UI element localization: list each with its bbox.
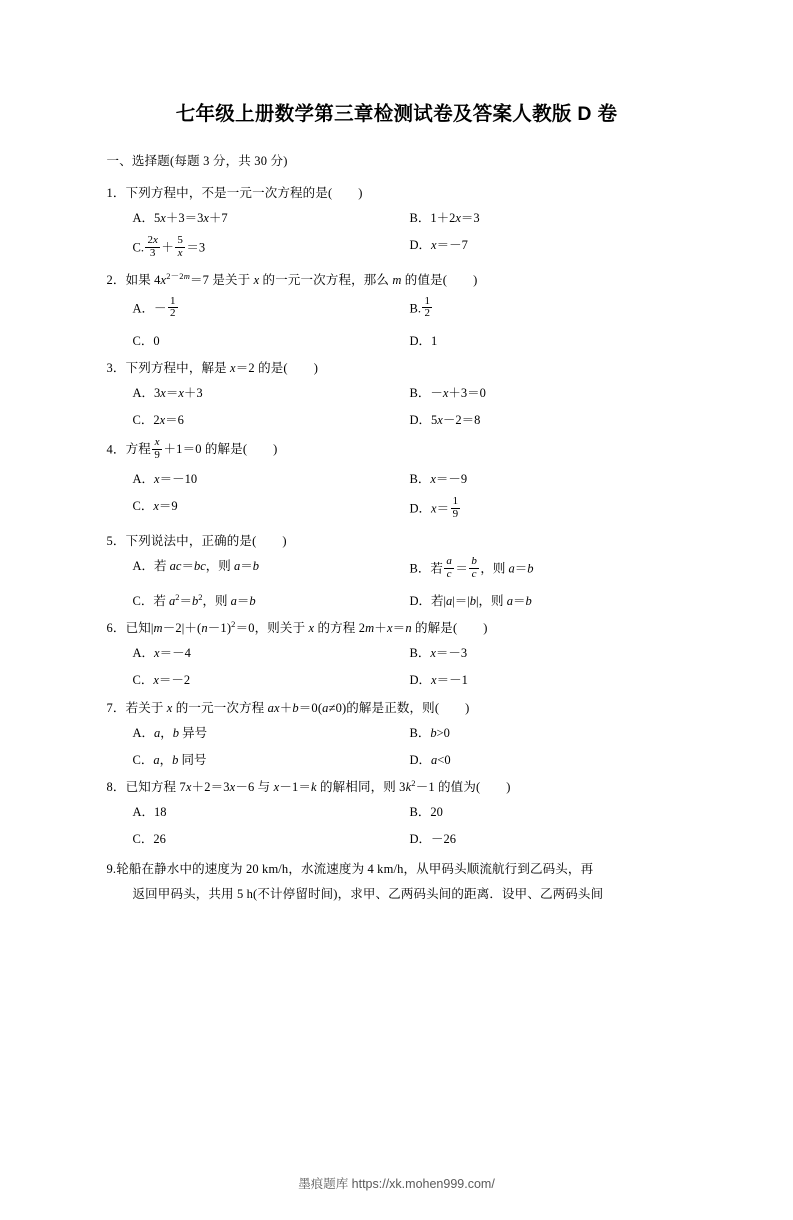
question-6-option-c: C．x＝－2: [132, 673, 191, 688]
question-8-stem: [107, 778, 687, 796]
question-4-text: 方程 $\frac{x}{9}$ ＋1＝0 的解是( ): [125, 436, 278, 461]
question-7-option-d: D．a<0: [409, 752, 451, 767]
question-3-option-c: C．2x＝6: [132, 412, 184, 427]
question-6-number: 6．: [106, 621, 126, 636]
question-1-option-d: D．x＝－7: [409, 238, 468, 253]
question-8-number: 8．: [106, 779, 126, 794]
question-4-option-d: D．x＝ $\frac{1}{9}$: [409, 494, 459, 520]
question-5: [107, 532, 687, 610]
question-1-option-c: C. $\frac{2x}{3}$ ＋ $\frac{5}{x}$ ＝3: [132, 234, 206, 260]
question-5-number: 5．: [106, 533, 126, 548]
question-5-option-d: D．若|a|＝|b|，则 a＝b: [409, 594, 532, 608]
question-5-option-a: A．若 ac＝bc，则 a＝b: [132, 559, 259, 573]
question-9-number: 9.: [106, 862, 117, 877]
question-4-option-a: A．x＝－10: [132, 471, 198, 486]
question-8-options: [133, 803, 687, 848]
question-7: [107, 699, 687, 769]
question-1-text: 下列方程中，不是一元一次方程的是( ): [125, 186, 363, 201]
question-2-number: 2．: [106, 273, 126, 288]
question-7-number: 7．: [106, 700, 126, 715]
question-9-text-1: 轮船在静水中的速度为 20 km/h，水流速度为 4 km/h，从甲码头顺流航行到乙码头，再: [116, 862, 594, 877]
question-4-options: [133, 470, 687, 523]
question-3: [107, 359, 687, 429]
question-2-option-d: D．1: [409, 333, 438, 348]
question-7-option-a: A．a，b 异号: [132, 725, 208, 740]
question-6-stem: [107, 619, 687, 637]
question-3-text: 下列方程中，解是 x＝2 的是( ): [125, 360, 319, 375]
question-4-option-b: B．x＝－9: [409, 471, 468, 486]
footer-watermark: 墨痕题库 https://xk.mohen999.com/: [298, 1177, 495, 1191]
question-1-stem: [107, 184, 687, 202]
question-2-stem: [107, 271, 687, 289]
question-9-line-1: [107, 857, 687, 882]
question-3-stem: [107, 359, 687, 377]
question-2-option-c: C．0: [132, 333, 160, 348]
question-5-option-b: B．若 $\frac{a}{c}$ ＝ $\frac{b}{c}$ ，则 a＝b: [409, 555, 534, 580]
question-9: [107, 857, 687, 907]
question-4-number: 4．: [106, 442, 126, 457]
section-heading: 一、选择题(每题 3 分，共 30 分): [106, 154, 288, 168]
question-4: [107, 438, 687, 523]
question-4-stem: [107, 438, 687, 463]
question-8-option-a: A．18: [132, 805, 167, 819]
question-9-line-2: [107, 882, 687, 907]
question-2: [107, 271, 687, 349]
question-4-option-c: C．x＝9: [132, 498, 178, 513]
question-1-number: 1．: [106, 186, 126, 201]
question-1-options: [133, 209, 687, 262]
question-1-option-b: B．1＋2x＝3: [409, 211, 480, 226]
question-9-text-2: 返回甲码头，共用 5 h(不计停留时间)，求甲、乙两码头间的距离．设甲、乙两码头间: [132, 887, 604, 902]
question-6: [107, 619, 687, 689]
question-6-options: [133, 644, 687, 689]
question-7-option-c: C．a，b 同号: [132, 752, 207, 767]
question-7-text: 若关于 x 的一元一次方程 ax＋b＝0(a≠0)的解是正数，则( ): [125, 700, 470, 715]
question-2-options: [132, 294, 687, 350]
question-6-text: 已知$|m-2|+(n-1)^2=0$，则关于 x 的方程 2m＋x＝n 的解是( ): [125, 618, 488, 636]
question-8: [107, 778, 687, 848]
question-2-option-a: A．－ $\frac{1}{2}$: [132, 294, 176, 320]
question-5-stem: [107, 532, 687, 550]
question-1: [107, 184, 687, 262]
question-5-options: [133, 557, 687, 610]
question-2-option-b: B. $\frac{1}{2}$: [409, 294, 430, 320]
page-title: 七年级上册数学第三章检测试卷及答案人教版 D 卷: [175, 103, 618, 125]
question-1-option-a: A．5x＋3＝3x＋7: [132, 211, 228, 226]
question-6-option-d: D．x＝－1: [409, 673, 468, 688]
question-3-options: [133, 384, 687, 429]
question-5-text: 下列说法中，正确的是( ): [125, 533, 287, 548]
question-3-option-a: A．3x＝x＋3: [132, 385, 203, 400]
question-3-option-b: B．－x＋3＝0: [409, 385, 486, 400]
question-7-stem: [107, 699, 687, 717]
question-3-option-d: D．5x－2＝8: [409, 412, 481, 427]
document-body: [107, 126, 687, 907]
question-6-option-b: B．x＝－3: [409, 646, 468, 661]
question-8-option-c: C．26: [132, 832, 166, 847]
question-7-option-b: B．b>0: [409, 725, 450, 740]
question-7-options: [133, 724, 687, 769]
document-page: [0, 98, 793, 1220]
question-8-text: 已知方程 7x＋2＝3x－6 与 x－1＝k 的解相同，则 $3k^2-1$ 的值为( ): [125, 777, 511, 794]
question-8-option-d: D．－26: [409, 832, 457, 847]
question-2-text: 如果 $4x^{2-2m}=7$ 是关于 x 的一元一次方程，那么 m 的值是( ): [125, 271, 478, 288]
question-6-option-a: A．x＝－4: [132, 646, 191, 661]
question-8-option-b: B．20: [409, 805, 443, 819]
question-3-number: 3．: [106, 360, 126, 375]
question-5-option-c: C．若 $a^2=b^2$，则 a＝b: [132, 591, 256, 608]
